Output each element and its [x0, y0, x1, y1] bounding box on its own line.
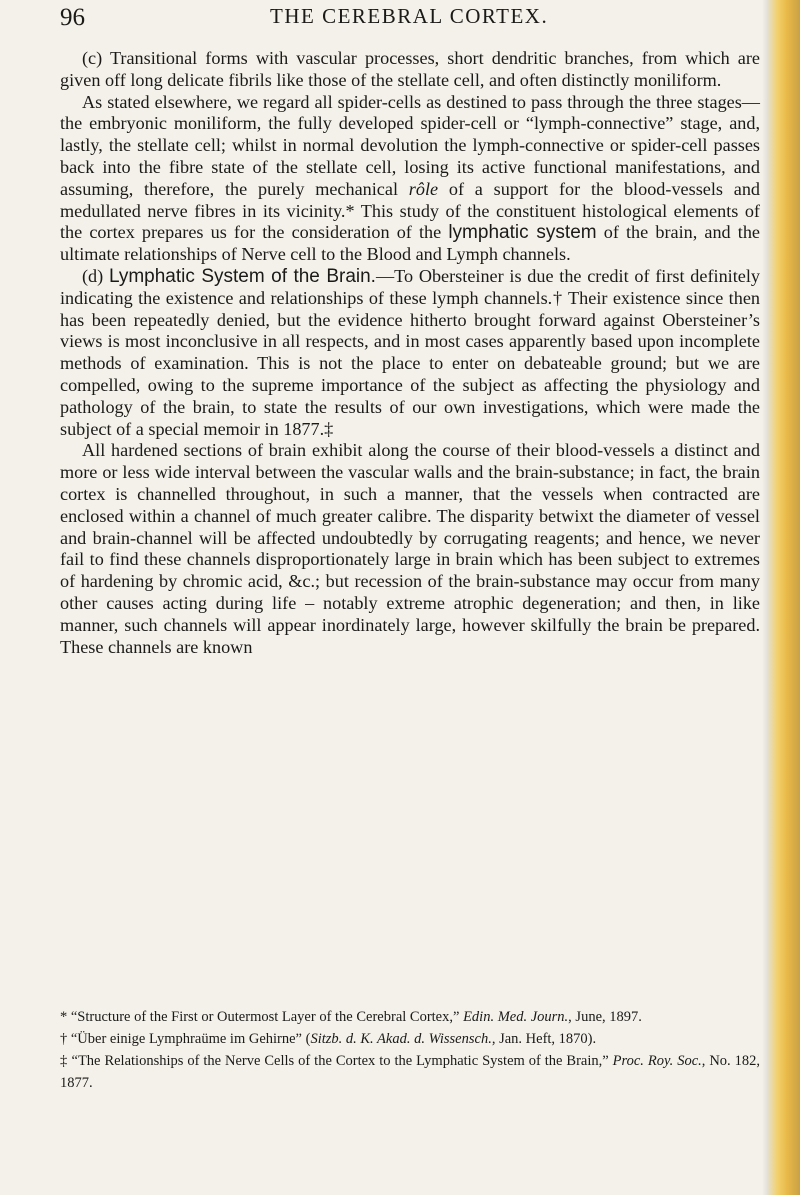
- body-text: [60, 48, 760, 658]
- paragraph-lymphatic-system: [60, 266, 760, 440]
- paragraph-text: —To Obersteiner is due the credit of first definitely indicating the existence and relationships of these lymph channels.† Their existence since then has been repeatedly denied, but the evidence hitherto brought forward against Obersteiner’s views is most inconclusive in all respects, and in most cases apparently based upon incomplete methods of examination. This is not the place to enter on debateable ground; but we are compelled, owing to the supreme importance of the subject as affecting the physiology and pathology of the brain, to state the results of our own investigations, which were made the subject of a special memoir in 1877.‡: [60, 265, 760, 439]
- footnote-3: [60, 1050, 760, 1094]
- paragraph-text: As stated elsewhere, we regard all spider-cells as destined to pass through the three stages—the embryonic moniliform, the fully developed spider-cell or “lymph-connective” stage, and, lastly, the stellate cell; whilst in normal devolution the lymph-connective or spider-cell passes back into the fibre state of the stellate cell, losing its active functional manifestations, and assuming, therefore, the purely mechanical: [60, 91, 760, 199]
- paragraph-text: All hardened sections of brain exhibit along the course of their blood-vessels a distinct and more or less wide interval between the vascular walls and the brain-substance; in fact, the brain cortex is channelled throughout, in such a manner, that the vessels when contracted are enclosed within a channel of much greater calibre. The disparity betwixt the diameter of vessel and brain-channel will be affected undoubtedly by corrugating reagents; and hence, we never fail to find these channels disproportionately large in brain which has been subject to extremes of hardening by chromic acid, &c.; but recession of the brain-substance may occur from many other causes acting during life – notably extreme atrophic degeneration; and then, in like manner, such channels will appear inordinately large, however skilfully the brain be prepared. These channels are known: [60, 440, 760, 657]
- footnote-text: , No. 182, 1877.: [60, 1053, 761, 1091]
- book-binding-edge: [768, 0, 800, 1195]
- italic-term: rôle: [408, 178, 439, 199]
- page-number: 96: [60, 4, 85, 31]
- paragraph-text: of a support for the blood-vessels and medullated nerve fibres in its vicinity.* This study of the constituent histological elements of the cortex prepares us for the consideration of the: [60, 178, 761, 243]
- section-heading: Lymphatic System of the Brain.: [108, 265, 376, 287]
- footnote-text: , June, 1897.: [568, 1009, 642, 1025]
- footnote-text: ‡ “The Relationships of the Nerve Cells of the Cortex to the Lymphatic System of the Brain,”: [60, 1053, 613, 1069]
- paragraph-text: (c) Transitional forms with vascular processes, short dendritic branches, from which are given off long delicate fibrils like those of the stellate cell, and often distinctly moniliform.: [60, 48, 760, 90]
- footnote-text: * “Structure of the First or Outermost Layer of the Cerebral Cortex,”: [60, 1009, 464, 1025]
- footnote-text: , Jan. Heft, 1870).: [491, 1031, 597, 1047]
- footnote-1: [60, 1006, 760, 1028]
- footnote-source: Proc. Roy. Soc.: [612, 1053, 702, 1069]
- footnotes: [60, 1006, 760, 1094]
- section-label: (d): [82, 265, 109, 286]
- footnote-text: † “Über einige Lymphraüme im Gehirne” (: [60, 1031, 311, 1047]
- paragraph-hardened-sections: [60, 440, 760, 658]
- running-head: THE CEREBRAL CORTEX.: [270, 4, 549, 28]
- footnote-source: Sitzb. d. K. Akad. d. Wissensch.: [310, 1031, 492, 1047]
- paragraph-transitional-forms: [60, 48, 760, 92]
- paragraph-text: of the brain, and the ultimate relationships of Nerve cell to the Blood and Lymph channels.: [60, 222, 760, 265]
- page-header: [60, 4, 750, 34]
- paragraph-spider-cells: [60, 92, 760, 266]
- footnote-source: Edin. Med. Journ.: [463, 1009, 569, 1025]
- emphasis-term: lymphatic system: [448, 222, 597, 244]
- footnote-2: [60, 1028, 760, 1050]
